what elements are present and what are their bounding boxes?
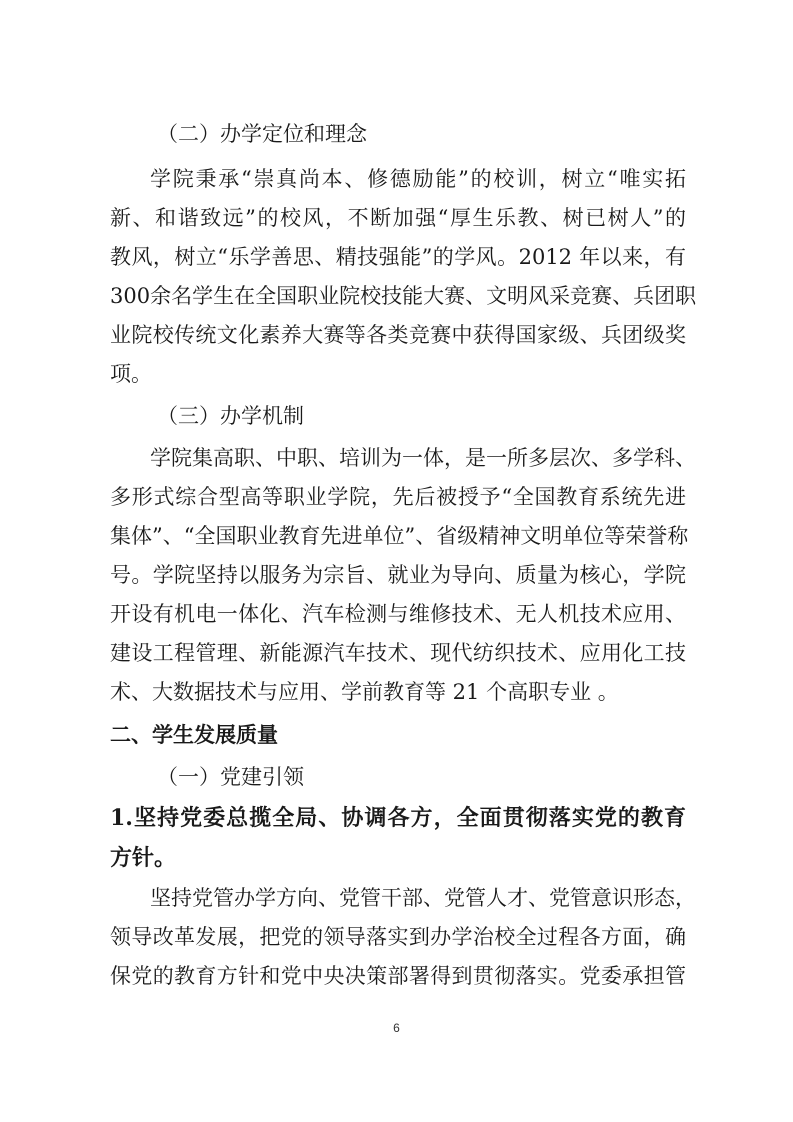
- section-heading-mechanism: （三）办学机制: [157, 404, 304, 428]
- paragraph-line: 术、大数据技术与应用、学前教育等 21 个高职专业 。: [110, 680, 619, 704]
- section-heading-positioning: （二）办学定位和理念: [157, 122, 367, 146]
- paragraph-line: 多形式综合型高等职业学院，先后被授予“全国教育系统先进: [110, 485, 686, 509]
- paragraph-line: 教风，树立“乐学善思、精技强能”的学风。2012 年以来，有: [110, 245, 686, 269]
- paragraph-line: 学院集高职、中职、培训为一体，是一所多层次、多学科、: [150, 446, 696, 470]
- paragraph-line: 保党的教育方针和党中央决策部署得到贯彻落实。党委承担管: [110, 964, 686, 988]
- paragraph-line: 坚持党管办学方向、党管干部、党管人才、党管意识形态，: [150, 886, 696, 910]
- paragraph-line: 业院校传统文化素养大赛等各类竞赛中获得国家级、兵团级奖: [110, 323, 686, 347]
- paragraph-line: 领导改革发展，把党的领导落实到办学治校全过程各方面，确: [110, 925, 686, 949]
- paragraph-line: 项。: [110, 362, 152, 386]
- paragraph-line: 集体”、“全国职业教育先进单位”、省级精神文明单位等荣誉称: [110, 524, 689, 548]
- paragraph-line: 建设工程管理、新能源汽车技术、现代纺织技术、应用化工技: [110, 641, 686, 665]
- paragraph-line: 开设有机电一体化、汽车检测与维修技术、无人机技术应用、: [110, 602, 686, 626]
- paragraph-line: 300余名学生在全国职业院校技能大赛、文明风采竞赛、兵团职: [110, 284, 697, 308]
- paragraph-line: 号。学院坚持以服务为宗旨、就业为导向、质量为核心，学院: [110, 563, 686, 587]
- page-number: 6: [393, 1021, 400, 1035]
- item-heading-line: 1.坚持党委总揽全局、协调各方，全面贯彻落实党的教育: [110, 805, 686, 831]
- paragraph-line: 新、和谐致远”的校风，不断加强“厚生乐教、树已树人”的: [110, 206, 686, 230]
- section-heading-party-building: （一）党建引领: [157, 765, 304, 789]
- paragraph-line: 学院秉承“崇真尚本、修德励能”的校训，树立“唯实拓: [150, 167, 686, 191]
- item-heading-line: 方针。: [110, 845, 177, 871]
- part-heading-student-development: 二、学生发展质量: [110, 723, 278, 747]
